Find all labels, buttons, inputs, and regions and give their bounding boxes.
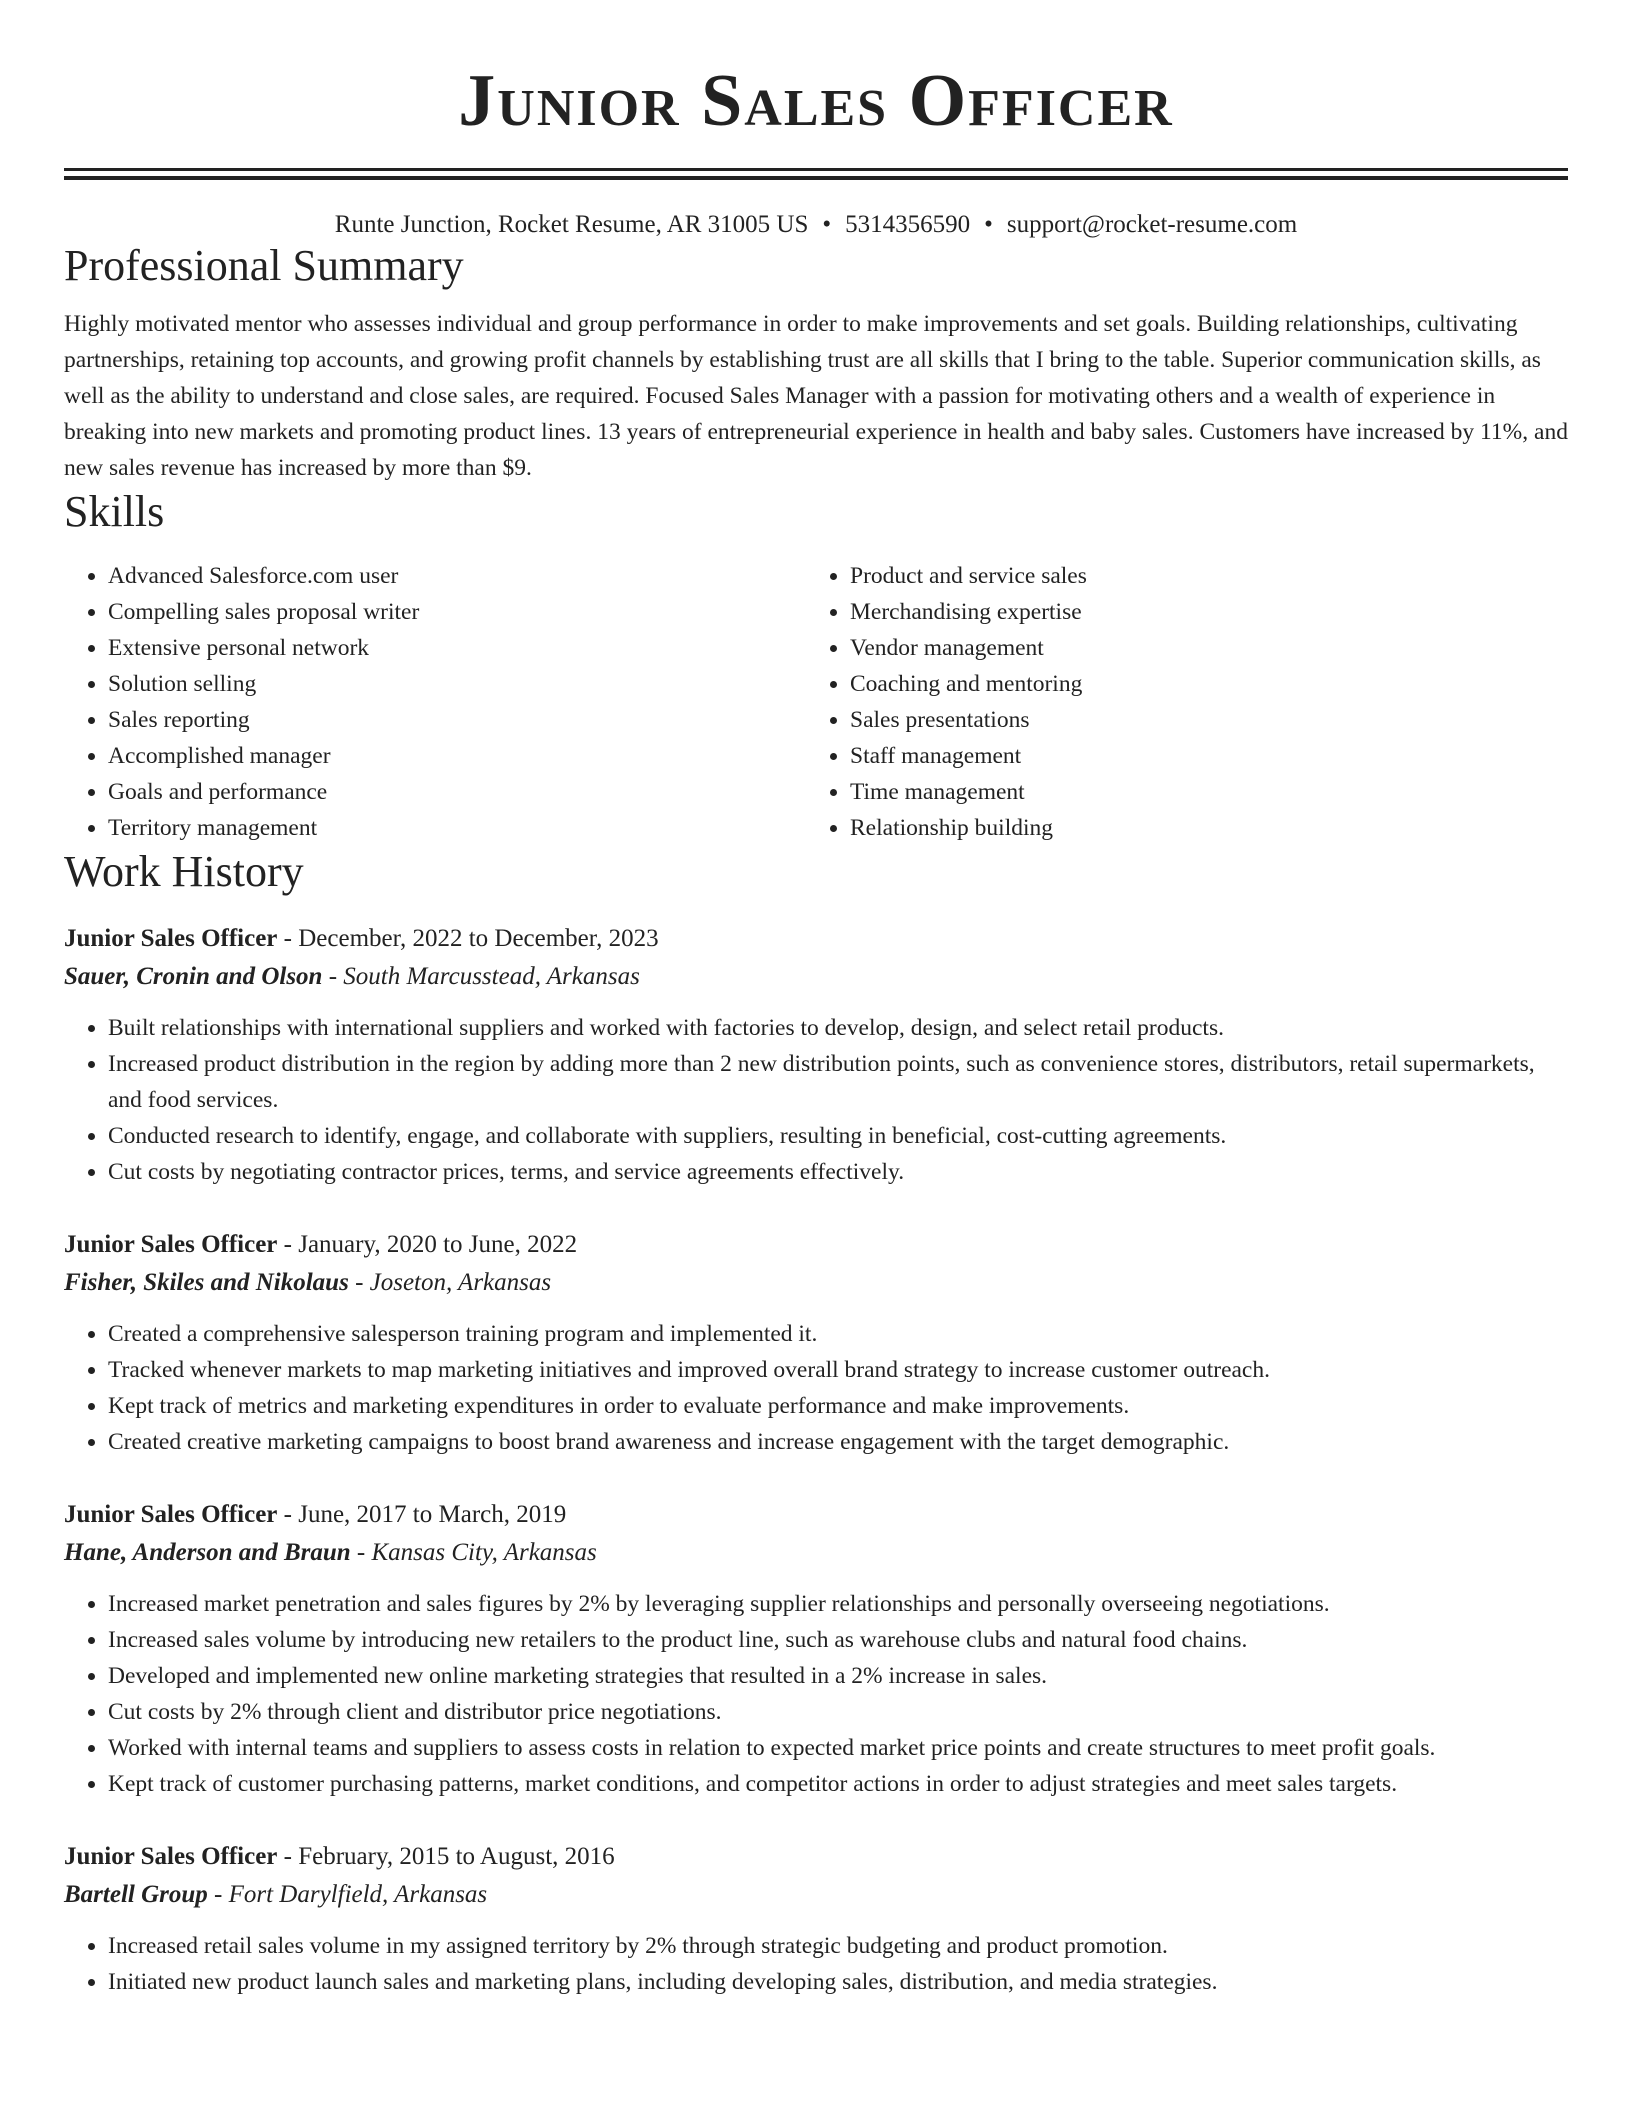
job-location: - South Marcusstead, Arkansas [322, 963, 640, 990]
contact-line [64, 210, 1568, 240]
job-title-line [64, 920, 1568, 958]
job-bullet: • Worked with internal teams and suppliers to assess costs in relation to expected market price points and create structures to meet profit goals. [108, 1730, 1568, 1766]
job-title: Junior Sales Officer [64, 1501, 278, 1528]
job-title: Junior Sales Officer [64, 1231, 278, 1258]
job-company: Sauer, Cronin and Olson [64, 963, 323, 990]
job-location: - Kansas City, Arkansas [350, 1539, 597, 1566]
skill-item: • Extensive personal network [108, 630, 806, 666]
job-title-line [64, 1226, 1568, 1264]
skill-item: • Sales presentations [850, 702, 1548, 738]
job-location: - Fort Darylfield, Arkansas [207, 1881, 488, 1908]
skill-item: • Staff management [850, 738, 1548, 774]
job-title-line [64, 1496, 1568, 1534]
job-entry [64, 920, 1568, 1190]
skill-item: • Sales reporting [108, 702, 806, 738]
contact-separator: • [822, 211, 832, 238]
skill-item: • Solution selling [108, 666, 806, 702]
job-bullet: • Created creative marketing campaigns to boost brand awareness and increase engagement with the target demographic. [108, 1424, 1568, 1460]
skills-columns [64, 558, 1568, 846]
job-bullet: • Kept track of customer purchasing patterns, market conditions, and competitor actions in order to adjust strategies and meet sales targets. [108, 1766, 1568, 1802]
job-bullet: • Kept track of metrics and marketing expenditures in order to evaluate performance and make improvements. [108, 1388, 1568, 1424]
job-dates: - February, 2015 to August, 2016 [277, 1843, 615, 1870]
job-company: Hane, Anderson and Braun [64, 1539, 351, 1566]
job-bullet: • Developed and implemented new online marketing strategies that resulted in a 2% increase in sales. [108, 1658, 1568, 1694]
skill-item: • Accomplished manager [108, 738, 806, 774]
skill-item: • Merchandising expertise [850, 594, 1548, 630]
skills-list-left [64, 558, 806, 846]
skill-item: • Territory management [108, 810, 806, 846]
job-bullet: • Increased retail sales volume in my assigned territory by 2% through strategic budgeting and product promotion. [108, 1928, 1568, 1964]
job-company-line [64, 1264, 1568, 1302]
job-dates: - December, 2022 to December, 2023 [277, 925, 659, 952]
skill-item: • Product and service sales [850, 558, 1548, 594]
job-location: - Joseton, Arkansas [348, 1269, 552, 1296]
skill-item: • Coaching and mentoring [850, 666, 1548, 702]
job-company-line [64, 958, 1568, 996]
contact-email: support@rocket-resume.com [1006, 211, 1298, 238]
job-bullet: • Increased product distribution in the region by adding more than 2 new distribution points, such as convenience stores, distributors, retail supermarkets, and food services. [108, 1046, 1568, 1118]
skills-list-right [806, 558, 1548, 846]
job-company: Bartell Group [64, 1881, 208, 1908]
job-bullet: • Increased sales volume by introducing new retailers to the product line, such as warehouse clubs and natural food chains. [108, 1622, 1568, 1658]
summary-heading: Professional Summary [64, 241, 464, 290]
job-bullet: • Cut costs by negotiating contractor prices, terms, and service agreements effectively. [108, 1154, 1568, 1190]
job-bullet: • Cut costs by 2% through client and distributor price negotiations. [108, 1694, 1568, 1730]
job-company-line [64, 1534, 1568, 1572]
job-entry [64, 1838, 1568, 2000]
title-divider-bottom [64, 176, 1568, 180]
skill-item: • Advanced Salesforce.com user [108, 558, 806, 594]
job-dates: - January, 2020 to June, 2022 [277, 1231, 578, 1258]
contact-separator: • [984, 211, 993, 238]
contact-phone: 5314356590 [845, 211, 971, 238]
contact-address: Runte Junction, Rocket Resume, AR 31005 US [334, 211, 809, 238]
job-bullet: • Increased market penetration and sales figures by 2% by leveraging supplier relationships and personally overseeing negotiations. [108, 1586, 1568, 1622]
title-divider-top [64, 168, 1568, 171]
job-entry [64, 1496, 1568, 1802]
job-title-line [64, 1838, 1568, 1876]
job-bullet: • Created a comprehensive salesperson training program and implemented it. [108, 1316, 1568, 1352]
job-bullets [64, 1928, 1568, 2000]
job-company-line [64, 1876, 1568, 1914]
skill-item: • Goals and performance [108, 774, 806, 810]
skill-item: • Time management [850, 774, 1548, 810]
skill-item: • Vendor management [850, 630, 1548, 666]
job-bullets [64, 1010, 1568, 1190]
skill-item: • Compelling sales proposal writer [108, 594, 806, 630]
skills-heading: Skills [64, 487, 165, 536]
job-bullets [64, 1316, 1568, 1460]
job-bullets [64, 1586, 1568, 1802]
job-company: Fisher, Skiles and Nikolaus [64, 1269, 349, 1296]
job-bullet: • Conducted research to identify, engage, and collaborate with suppliers, resulting in beneficial, cost-cutting agreements. [108, 1118, 1568, 1154]
job-bullet: • Initiated new product launch sales and marketing plans, including developing sales, distribution, and media strategies. [108, 1964, 1568, 2000]
resume-page [64, 0, 1568, 2000]
job-entry [64, 1226, 1568, 1460]
resume-title: Junior Sales Officer [458, 60, 1174, 142]
job-bullet: • Tracked whenever markets to map marketing initiatives and improved overall brand strategy to increase customer outreach. [108, 1352, 1568, 1388]
summary-text: Highly motivated mentor who assesses individual and group performance in order to make improvements and set goals. Building relationships, cultivating partnerships, retaining top accounts, and growing profit channels by establishing trust are all skills that I bring to the table. Superior communication skills, as well as the ability to understand and close sales, are required. Focused Sales Manager with a passion for motivating others and a wealth of experience in breaking into new markets and promoting product lines. 13 years of entrepreneurial experience in health and baby sales. Customers have increased by 11%, and new sales revenue has increased by more than $9. [64, 311, 1568, 481]
work-history-heading: Work History [64, 847, 304, 896]
job-dates: - June, 2017 to March, 2019 [277, 1501, 567, 1528]
skill-item: • Relationship building [850, 810, 1548, 846]
job-title: Junior Sales Officer [64, 925, 278, 952]
job-title: Junior Sales Officer [64, 1843, 278, 1870]
job-bullet: • Built relationships with international suppliers and worked with factories to develop, design, and select retail products. [108, 1010, 1568, 1046]
